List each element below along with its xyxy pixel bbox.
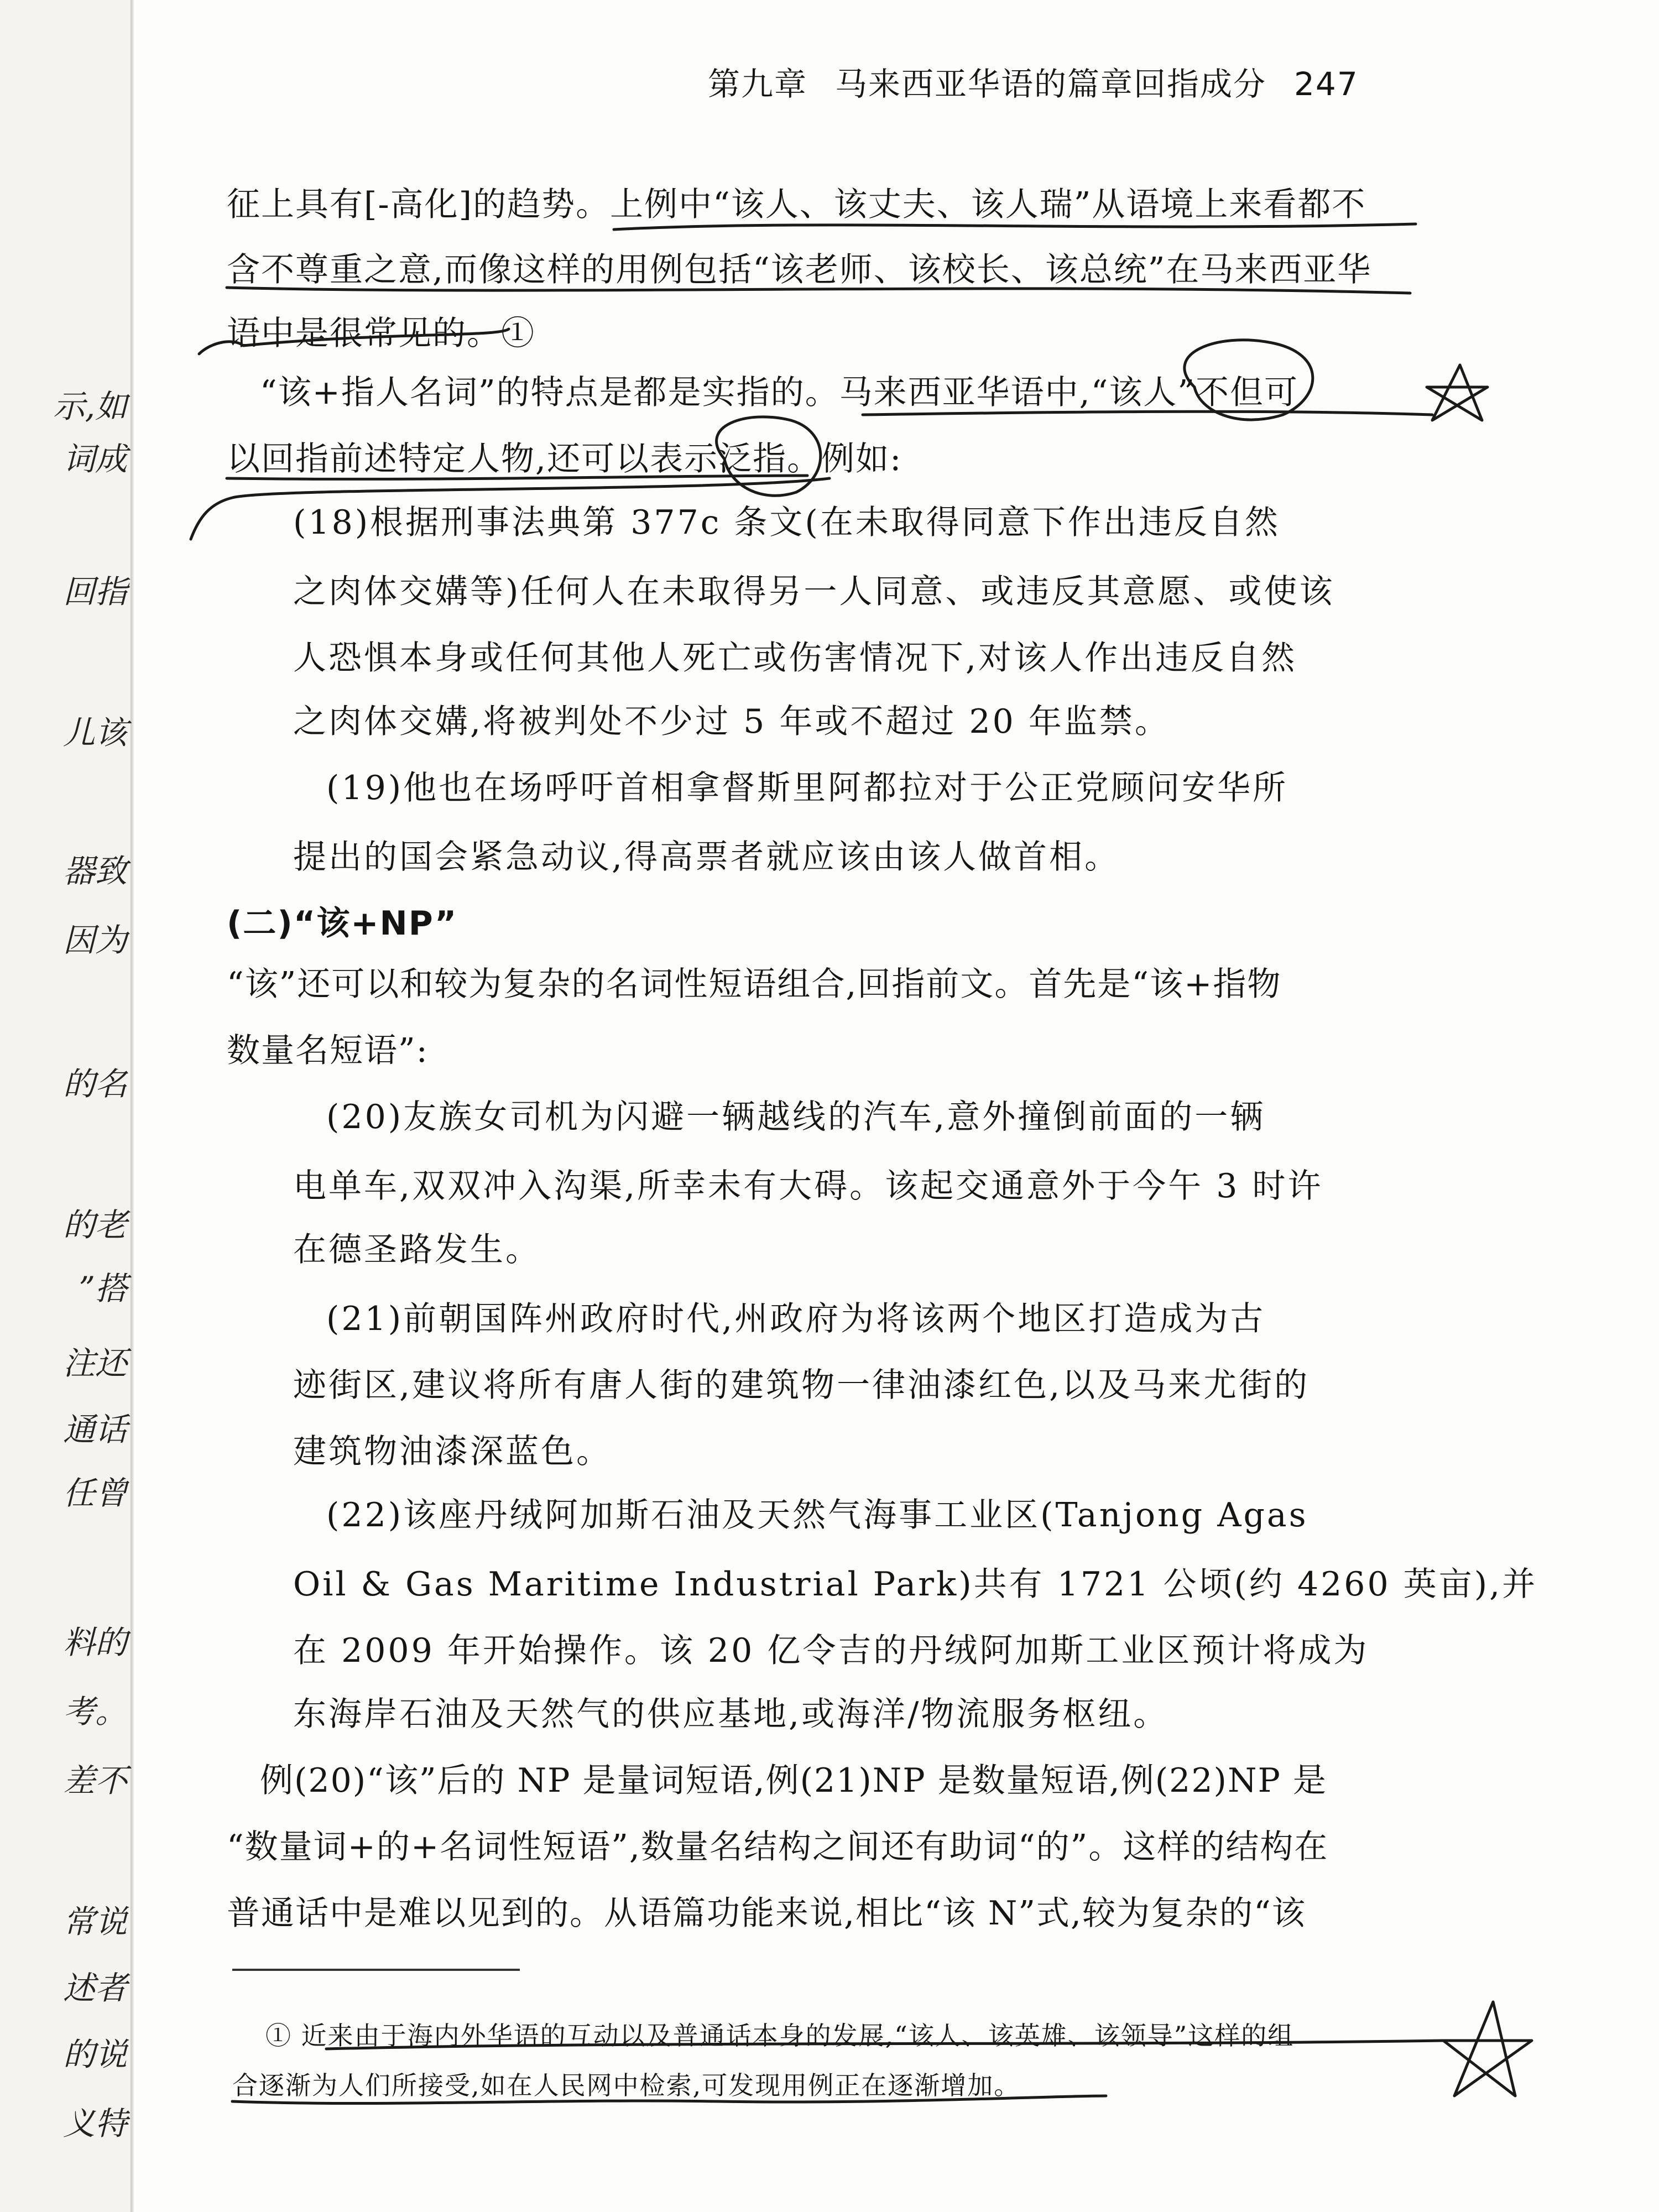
underline-stroke xyxy=(326,2041,1443,2049)
left-fragment: ”搭 xyxy=(79,1270,127,1307)
example-line: 在德圣路发生。 xyxy=(293,1230,541,1269)
underline-stroke xyxy=(191,478,830,539)
underline-stroke xyxy=(227,476,807,479)
left-fragment: 考。 xyxy=(62,1693,127,1730)
text-line: “数量词+的+名词性短语”,数量名结构之间还有助词“的”。这样的结构在 xyxy=(227,1828,1329,1866)
example-line: (22)该座丹绒阿加斯石油及天然气海事工业区(Tanjong Agas xyxy=(326,1496,1308,1535)
text-line: “该”还可以和较为复杂的名词性短语组合,回指前文。首先是“该+指物 xyxy=(227,965,1282,1004)
underline-stroke xyxy=(227,288,1410,293)
left-fragment: 注还 xyxy=(62,1344,127,1382)
example-line: 迹街区,建议将所有唐人街的建筑物一律油漆红色,以及马来尤街的 xyxy=(293,1366,1310,1405)
left-fragment: 通话 xyxy=(62,1411,127,1448)
left-fragment: 儿该 xyxy=(62,714,127,752)
text-line: 含不尊重之意,而像这样的用例包括“该老师、该校长、该总统”在马来西亚华 xyxy=(227,251,1372,289)
left-fragment: 述者 xyxy=(62,1969,127,2007)
left-fragment: 器致 xyxy=(62,852,127,890)
example-line: 之肉体交媾等)任何人在未取得另一人同意、或违反其意愿、或使该 xyxy=(293,572,1335,611)
left-fragment: 常说 xyxy=(62,1903,127,1940)
example-line: 人恐惧本身或任何其他人死亡或伤害情况下,对该人作出违反自然 xyxy=(293,639,1297,677)
underline-stroke xyxy=(199,329,509,354)
text-line: 普通话中是难以见到的。从语篇功能来说,相比“该 N”式,较为复杂的“该 xyxy=(227,1894,1306,1933)
example-line: (21)前朝国阵州政府时代,州政府为将该两个地区打造成为古 xyxy=(326,1300,1266,1338)
text-line: “该+指人名词”的特点是都是实指的。马来西亚华语中,“该人”不但可 xyxy=(260,373,1299,412)
star-mark xyxy=(1443,2002,1532,2096)
text-line: 数量名短语”: xyxy=(227,1031,429,1070)
left-fragment: 义特 xyxy=(62,2105,127,2142)
example-line: 建筑物油漆深蓝色。 xyxy=(293,1432,612,1471)
text-line: 征上具有[-高化]的趋势。上例中“该人、该丈夫、该人瑞”从语境上来看都不 xyxy=(227,185,1366,224)
example-line: (19)他也在场呼吁首相拿督斯里阿都拉对于公正党顾问安华所 xyxy=(326,769,1288,807)
left-fragment: 的说 xyxy=(62,2036,127,2073)
chapter-title: 马来西亚华语的篇章回指成分 xyxy=(835,65,1267,103)
example-line: (18)根据刑事法典第 377c 条文(在未取得同意下作出违反自然 xyxy=(293,503,1280,542)
star-mark xyxy=(1427,365,1488,420)
example-line: 在 2009 年开始操作。该 20 亿令吉的丹绒阿加斯工业区预计将成为 xyxy=(293,1631,1369,1670)
circle-mark xyxy=(1185,340,1313,420)
left-fragment: 的老 xyxy=(62,1206,127,1244)
left-fragment: 料的 xyxy=(62,1624,127,1661)
example-line: 东海岸石油及天然气的供应基地,或海洋/物流服务枢纽。 xyxy=(293,1695,1169,1734)
underline-stroke xyxy=(863,411,1432,415)
underline-stroke xyxy=(614,224,1416,229)
left-fragment: 的名 xyxy=(62,1065,127,1103)
example-line: (20)友族女司机为闪避一辆越线的汽车,意外撞倒前面的一辆 xyxy=(326,1098,1266,1136)
text-line: 以回指前述特定人物,还可以表示泛指。例如: xyxy=(227,440,902,478)
page-number: 247 xyxy=(1294,65,1359,103)
left-fragment: 因为 xyxy=(62,921,127,959)
left-fragment: 示,如 xyxy=(53,388,127,425)
left-fragment: 回指 xyxy=(62,573,127,611)
footnote-line: 合逐渐为人们所接受,如在人民网中检索,可发现用例正在逐渐增加。 xyxy=(232,2070,1021,2100)
text-line: 语中是很常见的。① xyxy=(227,314,535,353)
example-line: 之肉体交媾,将被判处不少过 5 年或不超过 20 年监禁。 xyxy=(293,702,1170,741)
left-fragment: 任曾 xyxy=(62,1474,127,1512)
underline-stroke xyxy=(232,2096,1106,2104)
chapter-label: 第九章 xyxy=(708,65,808,103)
example-line: 电单车,双双冲入沟渠,所幸未有大碍。该起交通意外于今午 3 时许 xyxy=(293,1167,1323,1206)
example-line: 提出的国会紧急动议,得高票者就应该由该人做首相。 xyxy=(293,838,1120,877)
left-fragment: 差不 xyxy=(62,1762,127,1799)
footnote-line: ① 近来由于海内外华语的互动以及普通话本身的发展,“该人、该英雄、该领导”这样的组 xyxy=(265,2021,1295,2051)
section-heading: (二)“该+NP” xyxy=(227,904,458,943)
text-line: 例(20)“该”后的 NP 是量词短语,例(21)NP 是数量短语,例(22)NP 是 xyxy=(260,1761,1327,1800)
example-line: Oil & Gas Maritime Industrial Park)共有 1721 公顷(约 4260 英亩),并 xyxy=(293,1565,1538,1604)
left-fragment: 词成 xyxy=(62,440,127,478)
